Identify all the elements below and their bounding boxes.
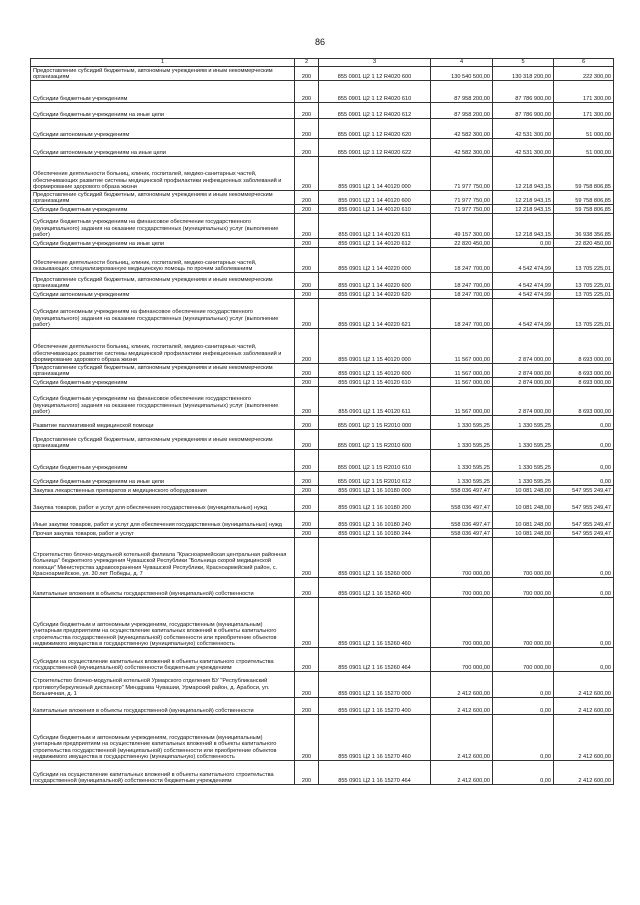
- row-code: 200: [295, 472, 319, 486]
- row-amount-approved: 22 820 450,00: [431, 239, 493, 248]
- row-name: Обеспечение деятельности больниц, клиник, госпиталей, медико-санитарных частей, оказывающих специализированную медицинскую помощь по прочим заболеваниям: [31, 248, 295, 273]
- row-amount-remaining: 0,00: [554, 578, 614, 598]
- row-code: 200: [295, 119, 319, 139]
- table-row: [31, 450, 614, 472]
- row-name: Прочая закупка товаров, работ и услуг: [31, 529, 295, 538]
- table-row: [31, 290, 614, 299]
- row-amount-executed: 4 542 474,99: [493, 248, 554, 273]
- row-name: Субсидии бюджетным учреждениям: [31, 450, 295, 472]
- row-amount-remaining: 2 412 600,00: [554, 715, 614, 761]
- row-amount-remaining: 547 955 249,47: [554, 495, 614, 512]
- row-classification: 855 0901 Ц2 1 15 40120 611: [319, 387, 431, 416]
- row-amount-remaining: 59 758 806,85: [554, 157, 614, 191]
- row-code: 200: [295, 538, 319, 578]
- row-amount-approved: 558 036 497,47: [431, 529, 493, 538]
- row-amount-remaining: 547 955 249,47: [554, 512, 614, 529]
- row-name: Субсидии бюджетным учреждениям на финансовое обеспечение государственного (муниципального) задания на оказание государственных (муниципальных) услуг (выполнение работ): [31, 214, 295, 239]
- row-code: 200: [295, 698, 319, 715]
- row-amount-approved: 87 958 200,00: [431, 81, 493, 103]
- row-amount-remaining: 222 300,00: [554, 67, 614, 81]
- row-classification: 855 0901 Ц2 1 16 15260 464: [319, 648, 431, 672]
- row-amount-approved: 1 330 595,25: [431, 450, 493, 472]
- table-row: [31, 103, 614, 119]
- row-amount-approved: 71 977 750,00: [431, 205, 493, 214]
- row-classification: 855 0901 Ц2 1 16 15260 400: [319, 578, 431, 598]
- row-classification: 855 0901 Ц2 1 15 40120 000: [319, 329, 431, 364]
- row-amount-executed: 0,00: [493, 715, 554, 761]
- column-header: 1: [31, 59, 295, 67]
- row-name: Предоставление субсидий бюджетным, автономным учреждениям и иным некоммерческим организациям: [31, 364, 295, 378]
- table-row: [31, 761, 614, 785]
- row-code: 200: [295, 67, 319, 81]
- row-classification: 855 0901 Ц2 1 16 10180 244: [319, 529, 431, 538]
- row-amount-remaining: 13 705 225,01: [554, 290, 614, 299]
- row-name: Субсидии бюджетным и автономным учреждениям, государственным (муниципальным) унитарным предприятиям на осуществление капитальных вложений в объекты капитального строительства государственной (муниципальной) собственности или приобретение объектов недвижимого имущества в государственную (муниципальную) собственность: [31, 598, 295, 648]
- row-amount-executed: 0,00: [493, 761, 554, 785]
- row-classification: 855 0901 Ц2 1 15 40120 610: [319, 378, 431, 387]
- row-classification: 855 0901 Ц2 1 14 40220 000: [319, 248, 431, 273]
- row-amount-executed: 10 081 248,00: [493, 495, 554, 512]
- row-amount-remaining: 13 705 225,01: [554, 273, 614, 290]
- row-name: Закупка товаров, работ и услуг для обеспечения государственных (муниципальных) нужд: [31, 495, 295, 512]
- row-classification: 855 0901 Ц2 1 14 40120 000: [319, 157, 431, 191]
- row-name: Субсидии автономным учреждениям на финансовое обеспечение государственного (муниципального) задания на оказание государственных (муниципальных) услуг (выполнение работ): [31, 299, 295, 329]
- row-code: 200: [295, 672, 319, 698]
- row-amount-approved: 18 247 700,00: [431, 248, 493, 273]
- table-row: [31, 119, 614, 139]
- table-row: [31, 486, 614, 495]
- row-code: 200: [295, 486, 319, 495]
- row-amount-remaining: 547 955 249,47: [554, 486, 614, 495]
- row-amount-remaining: 0,00: [554, 472, 614, 486]
- row-amount-remaining: 8 693 000,00: [554, 378, 614, 387]
- table-row: [31, 239, 614, 248]
- row-classification: 855 0901 Ц2 1 14 40120 600: [319, 191, 431, 205]
- row-amount-executed: 10 081 248,00: [493, 529, 554, 538]
- row-amount-approved: 1 330 595,25: [431, 472, 493, 486]
- column-header: 4: [431, 59, 493, 67]
- table-row: [31, 157, 614, 191]
- row-name: Субсидии автономным учреждениям на иные цели: [31, 139, 295, 157]
- row-name: Закупка лекарственных препаратов и медицинского оборудования: [31, 486, 295, 495]
- row-code: 200: [295, 578, 319, 598]
- row-amount-remaining: 51 000,00: [554, 119, 614, 139]
- row-classification: 855 0901 Ц2 1 14 40120 610: [319, 205, 431, 214]
- table-row: [31, 214, 614, 239]
- row-amount-executed: 1 330 595,25: [493, 472, 554, 486]
- row-amount-approved: 700 000,00: [431, 578, 493, 598]
- row-amount-remaining: 13 705 225,01: [554, 299, 614, 329]
- row-amount-executed: 2 874 000,00: [493, 329, 554, 364]
- row-code: 200: [295, 299, 319, 329]
- row-amount-approved: 42 582 300,00: [431, 119, 493, 139]
- table-row: [31, 495, 614, 512]
- row-amount-remaining: 8 693 000,00: [554, 329, 614, 364]
- row-amount-remaining: 0,00: [554, 430, 614, 450]
- table-row: [31, 81, 614, 103]
- row-amount-approved: 71 977 750,00: [431, 191, 493, 205]
- table-row: [31, 329, 614, 364]
- row-amount-executed: 4 542 474,99: [493, 273, 554, 290]
- row-classification: 855 0901 Ц2 1 14 40120 611: [319, 214, 431, 239]
- row-classification: 855 0901 Ц2 1 12 R4020 610: [319, 81, 431, 103]
- row-code: 200: [295, 416, 319, 430]
- row-amount-approved: 87 958 200,00: [431, 103, 493, 119]
- row-amount-executed: 42 531 300,00: [493, 119, 554, 139]
- row-name: Предоставление субсидий бюджетным, автономным учреждениям и иным некоммерческим организациям: [31, 430, 295, 450]
- row-amount-executed: 700 000,00: [493, 578, 554, 598]
- row-code: 200: [295, 191, 319, 205]
- row-classification: 855 0901 Ц2 1 14 40120 612: [319, 239, 431, 248]
- row-amount-remaining: 22 820 450,00: [554, 239, 614, 248]
- row-amount-remaining: 59 758 806,85: [554, 205, 614, 214]
- row-name: Иные закупки товаров, работ и услуг для обеспечения государственных (муниципальных) нужд: [31, 512, 295, 529]
- row-amount-executed: 42 531 300,00: [493, 139, 554, 157]
- column-header: 3: [319, 59, 431, 67]
- table-row: [31, 248, 614, 273]
- row-amount-approved: 558 036 497,47: [431, 512, 493, 529]
- row-amount-executed: 1 330 595,25: [493, 450, 554, 472]
- row-classification: 855 0901 Ц2 1 16 15270 400: [319, 698, 431, 715]
- row-amount-approved: 2 412 600,00: [431, 672, 493, 698]
- row-amount-executed: 130 318 200,00: [493, 67, 554, 81]
- row-code: 200: [295, 103, 319, 119]
- row-amount-executed: 10 081 248,00: [493, 486, 554, 495]
- row-classification: 855 0901 Ц2 1 16 10180 240: [319, 512, 431, 529]
- row-code: 200: [295, 157, 319, 191]
- row-amount-approved: 700 000,00: [431, 538, 493, 578]
- table-row: [31, 598, 614, 648]
- row-classification: 855 0901 Ц2 1 15 R2010 612: [319, 472, 431, 486]
- row-amount-executed: 2 874 000,00: [493, 378, 554, 387]
- row-name: Субсидии бюджетным учреждениям на финансовое обеспечение государственного (муниципального) задания на оказание государственных (муниципальных) услуг (выполнение работ): [31, 387, 295, 416]
- row-amount-approved: 71 977 750,00: [431, 157, 493, 191]
- row-amount-remaining: 0,00: [554, 598, 614, 648]
- row-code: 200: [295, 378, 319, 387]
- table-row: [31, 529, 614, 538]
- row-amount-remaining: 0,00: [554, 450, 614, 472]
- row-amount-approved: 18 247 700,00: [431, 273, 493, 290]
- row-classification: 855 0901 Ц2 1 16 10180 000: [319, 486, 431, 495]
- row-code: 200: [295, 512, 319, 529]
- row-name: Субсидии бюджетным учреждениям: [31, 378, 295, 387]
- row-amount-approved: 11 567 000,00: [431, 378, 493, 387]
- row-name: Субсидии бюджетным учреждениям на иные цели: [31, 239, 295, 248]
- row-amount-approved: 18 247 700,00: [431, 299, 493, 329]
- row-amount-approved: 18 247 700,00: [431, 290, 493, 299]
- row-amount-remaining: 171 300,00: [554, 103, 614, 119]
- row-code: 200: [295, 430, 319, 450]
- budget-table: [30, 58, 614, 785]
- row-amount-executed: 1 330 595,25: [493, 430, 554, 450]
- row-name: Развитие паллиативной медицинской помощи: [31, 416, 295, 430]
- row-amount-executed: 12 218 943,15: [493, 157, 554, 191]
- table-row: [31, 387, 614, 416]
- row-amount-remaining: 0,00: [554, 538, 614, 578]
- row-name: Строительство блочно-модульной котельной филиала "Красноармейская центральная районная больница" бюджетного учреждения Чувашской Республики "Больница скорой медицинской помощи" Министерства здравоохранения Чувашской Республики, Красноармейский район, с. Красноармейское, ул. 30 лет Победы, д. 7: [31, 538, 295, 578]
- row-amount-executed: 0,00: [493, 698, 554, 715]
- row-classification: 855 0901 Ц2 1 16 15270 460: [319, 715, 431, 761]
- row-code: 200: [295, 648, 319, 672]
- row-classification: 855 0901 Ц2 1 12 R4020 620: [319, 119, 431, 139]
- row-amount-approved: 130 540 500,00: [431, 67, 493, 81]
- row-amount-executed: 0,00: [493, 672, 554, 698]
- row-amount-remaining: 2 412 600,00: [554, 698, 614, 715]
- row-code: 200: [295, 290, 319, 299]
- row-amount-approved: 1 330 595,25: [431, 430, 493, 450]
- row-amount-remaining: 2 412 600,00: [554, 761, 614, 785]
- row-code: 200: [295, 239, 319, 248]
- row-name: Субсидии бюджетным учреждениям: [31, 205, 295, 214]
- row-amount-executed: 1 330 595,25: [493, 416, 554, 430]
- row-amount-executed: 700 000,00: [493, 598, 554, 648]
- row-amount-executed: 4 542 474,99: [493, 290, 554, 299]
- row-amount-executed: 87 786 900,00: [493, 103, 554, 119]
- table-row: [31, 378, 614, 387]
- row-classification: 855 0901 Ц2 1 12 R4020 600: [319, 67, 431, 81]
- row-amount-approved: 11 567 000,00: [431, 364, 493, 378]
- row-amount-remaining: 36 938 356,85: [554, 214, 614, 239]
- row-amount-remaining: 8 693 000,00: [554, 387, 614, 416]
- row-classification: 855 0901 Ц2 1 16 15270 000: [319, 672, 431, 698]
- row-amount-remaining: 8 693 000,00: [554, 364, 614, 378]
- row-amount-remaining: 59 758 806,85: [554, 191, 614, 205]
- column-header: 5: [493, 59, 554, 67]
- row-code: 200: [295, 81, 319, 103]
- row-code: 200: [295, 248, 319, 273]
- table-row: [31, 273, 614, 290]
- row-amount-executed: 12 218 943,15: [493, 214, 554, 239]
- row-amount-approved: 11 567 000,00: [431, 329, 493, 364]
- row-classification: 855 0901 Ц2 1 15 R2010 610: [319, 450, 431, 472]
- row-classification: 855 0901 Ц2 1 14 40220 621: [319, 299, 431, 329]
- row-classification: 855 0901 Ц2 1 14 40220 600: [319, 273, 431, 290]
- row-amount-remaining: 0,00: [554, 416, 614, 430]
- table-row: [31, 538, 614, 578]
- row-amount-executed: 12 218 943,15: [493, 205, 554, 214]
- row-classification: 855 0901 Ц2 1 15 R2010 600: [319, 430, 431, 450]
- row-amount-approved: 700 000,00: [431, 648, 493, 672]
- row-name: Капитальные вложения в объекты государственной (муниципальной) собственности: [31, 698, 295, 715]
- table-row: [31, 648, 614, 672]
- table-row: [31, 672, 614, 698]
- row-amount-executed: 87 786 900,00: [493, 81, 554, 103]
- budget-table-body: [31, 59, 614, 785]
- row-classification: 855 0901 Ц2 1 16 15270 464: [319, 761, 431, 785]
- row-code: 200: [295, 761, 319, 785]
- row-code: 200: [295, 139, 319, 157]
- row-name: Субсидии автономным учреждениям: [31, 290, 295, 299]
- row-name: Субсидии автономным учреждениям: [31, 119, 295, 139]
- row-code: 200: [295, 598, 319, 648]
- row-classification: 855 0901 Ц2 1 12 R4020 622: [319, 139, 431, 157]
- row-amount-remaining: 171 300,00: [554, 81, 614, 103]
- row-classification: 855 0901 Ц2 1 15 40120 600: [319, 364, 431, 378]
- row-amount-executed: 0,00: [493, 239, 554, 248]
- row-amount-executed: 4 542 474,99: [493, 299, 554, 329]
- row-amount-approved: 11 567 000,00: [431, 387, 493, 416]
- row-classification: 855 0901 Ц2 1 14 40220 620: [319, 290, 431, 299]
- row-code: 200: [295, 214, 319, 239]
- table-row: [31, 139, 614, 157]
- table-row: [31, 472, 614, 486]
- table-row: [31, 299, 614, 329]
- table-row: [31, 205, 614, 214]
- row-name: Капитальные вложения в объекты государственной (муниципальной) собственности: [31, 578, 295, 598]
- row-name: Предоставление субсидий бюджетным, автономным учреждениям и иным некоммерческим организациям: [31, 191, 295, 205]
- row-code: 200: [295, 205, 319, 214]
- row-name: Субсидии бюджетным учреждениям на иные цели: [31, 472, 295, 486]
- table-row: [31, 416, 614, 430]
- row-classification: 855 0901 Ц2 1 16 10180 200: [319, 495, 431, 512]
- row-amount-approved: 2 412 600,00: [431, 761, 493, 785]
- row-classification: 855 0901 Ц2 1 15 R2010 000: [319, 416, 431, 430]
- row-code: 200: [295, 273, 319, 290]
- row-name: Субсидии на осуществление капитальных вложений в объекты капитального строительства государственной (муниципальной) собственности бюджетным учреждениям: [31, 648, 295, 672]
- row-amount-approved: 558 036 497,47: [431, 486, 493, 495]
- table-row: [31, 698, 614, 715]
- row-name: Строительство блочно-модульной котельной Урмарского отделения БУ "Республиканский противотуберкулезный диспансер" Минздрава Чувашии, Урмарский район, д. Арабоси, ул. Больничная, д. 1: [31, 672, 295, 698]
- table-row: [31, 364, 614, 378]
- row-amount-approved: 1 330 595,25: [431, 416, 493, 430]
- row-code: 200: [295, 495, 319, 512]
- table-row: [31, 67, 614, 81]
- page-number: 86: [314, 37, 325, 47]
- row-name: Обеспечение деятельности больниц, клиник, госпиталей, медико-санитарных частей, обеспечивающих развитие системы медицинской профилактики инфекционных заболеваний и формирование здорового образа жизни: [31, 157, 295, 191]
- row-amount-remaining: 547 955 249,47: [554, 529, 614, 538]
- row-amount-approved: 2 412 600,00: [431, 715, 493, 761]
- row-code: 200: [295, 715, 319, 761]
- row-amount-executed: 10 081 248,00: [493, 512, 554, 529]
- row-name: Субсидии бюджетным и автономным учреждениям, государственным (муниципальным) унитарным предприятиям на осуществление капитальных вложений в объекты капитального строительства государственной (муниципальной) собственности или приобретение объектов недвижимого имущества в государственную (муниципальную) собственность: [31, 715, 295, 761]
- row-classification: 855 0901 Ц2 1 12 R4020 612: [319, 103, 431, 119]
- row-amount-approved: 700 000,00: [431, 598, 493, 648]
- row-amount-executed: 2 874 000,00: [493, 387, 554, 416]
- column-number-row: [31, 59, 614, 67]
- row-name: Предоставление субсидий бюджетным, автономным учреждениям и иным некоммерческим организациям: [31, 273, 295, 290]
- row-amount-approved: 2 412 600,00: [431, 698, 493, 715]
- row-code: 200: [295, 450, 319, 472]
- row-amount-executed: 700 000,00: [493, 648, 554, 672]
- row-amount-executed: 12 218 943,15: [493, 191, 554, 205]
- table-row: [31, 512, 614, 529]
- row-code: 200: [295, 529, 319, 538]
- row-classification: 855 0901 Ц2 1 16 15260 000: [319, 538, 431, 578]
- table-row: [31, 715, 614, 761]
- row-amount-approved: 49 157 300,00: [431, 214, 493, 239]
- table-row: [31, 191, 614, 205]
- row-code: 200: [295, 364, 319, 378]
- row-classification: 855 0901 Ц2 1 16 15260 460: [319, 598, 431, 648]
- row-amount-remaining: 0,00: [554, 648, 614, 672]
- row-amount-remaining: 51 000,00: [554, 139, 614, 157]
- row-code: 200: [295, 387, 319, 416]
- row-code: 200: [295, 329, 319, 364]
- table-row: [31, 430, 614, 450]
- row-name: Обеспечение деятельности больниц, клиник, госпиталей, медико-санитарных частей, обеспечивающих развитие системы медицинской профилактики инфекционных заболеваний и формирование здорового образа жизни: [31, 329, 295, 364]
- column-header: 6: [554, 59, 614, 67]
- row-amount-approved: 558 036 497,47: [431, 495, 493, 512]
- column-header: 2: [295, 59, 319, 67]
- table-row: [31, 578, 614, 598]
- row-amount-approved: 42 582 300,00: [431, 139, 493, 157]
- row-amount-remaining: 2 412 600,00: [554, 672, 614, 698]
- row-name: Субсидии на осуществление капитальных вложений в объекты капитального строительства государственной (муниципальной) собственности бюджетным учреждениям: [31, 761, 295, 785]
- row-name: Субсидии бюджетным учреждениям: [31, 81, 295, 103]
- row-amount-executed: 2 874 000,00: [493, 364, 554, 378]
- row-name: Предоставление субсидий бюджетным, автономным учреждениям и иным некоммерческим организациям: [31, 67, 295, 81]
- row-name: Субсидии бюджетным учреждениям на иные цели: [31, 103, 295, 119]
- row-amount-executed: 700 000,00: [493, 538, 554, 578]
- row-amount-remaining: 13 705 225,01: [554, 248, 614, 273]
